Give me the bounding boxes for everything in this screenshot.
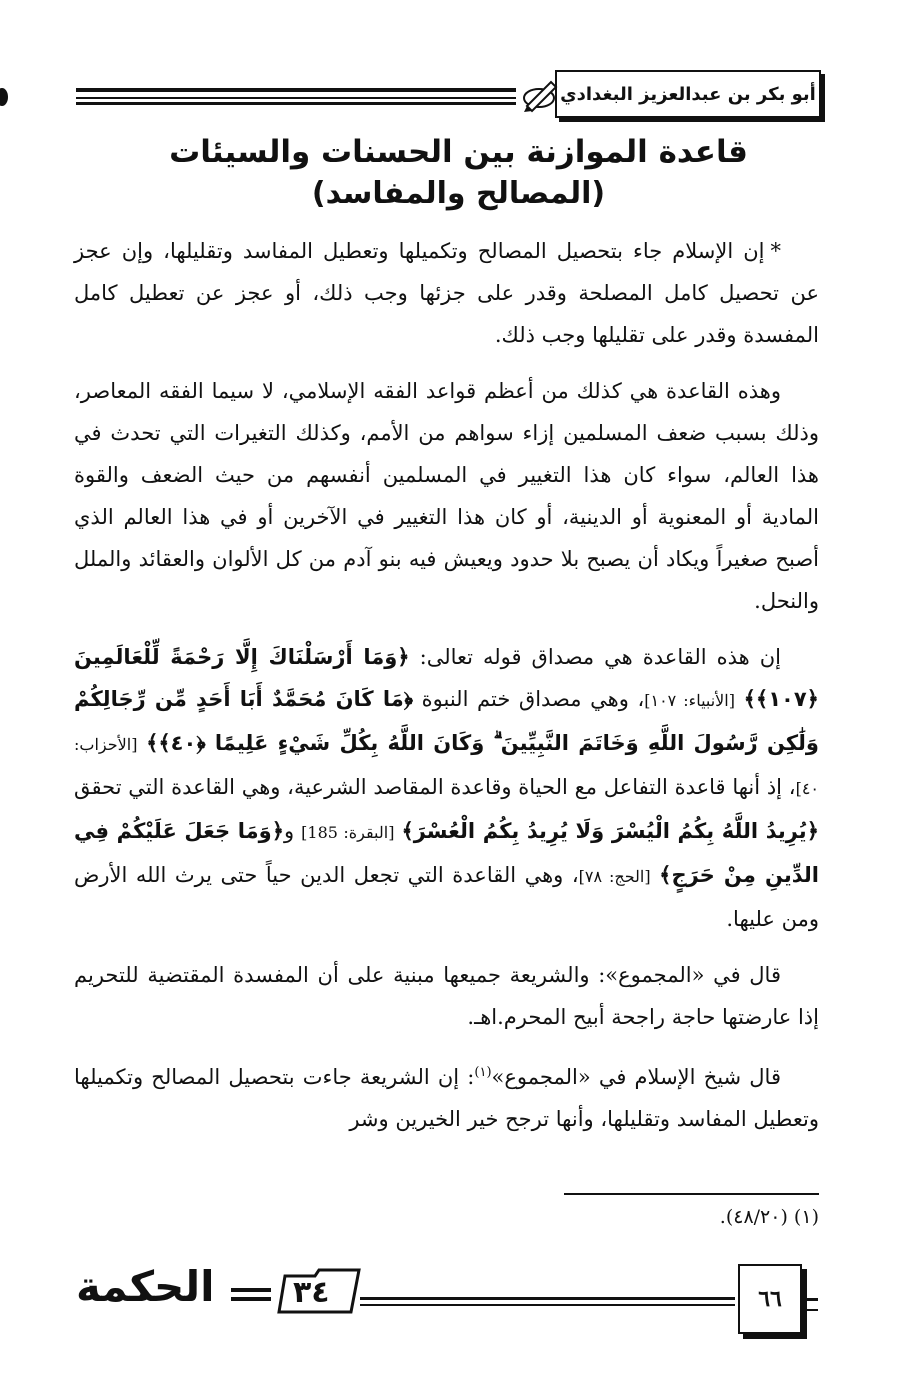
p3-text-4: و <box>284 819 302 843</box>
footnote-divider <box>564 1193 819 1195</box>
p3-text-5: ، وهي القاعدة التي تجعل الدين حياً حتى يرث الله الأرض ومن عليها. <box>74 863 819 931</box>
paragraph-2: وهذه القاعدة هي كذلك من أعظم قواعد الفقه الإسلامي، لا سيما الفقه المعاصر، وذلك بسبب ضعف المسلمين إزاء سواهم من الأمم، وكذلك التغيرات التي تحدث في هذا العالم، سواء كان هذا التغيير في المسلمين أنفسهم من حيث الضعف والقوة المادية أو المعنوية أو الدينية، أو كان هذا التغيير في الآخرين أو في هذا العالم الذي أصبح صغيراً ويكاد أن يصبح بلا حدود ويعيش فيه بنو آدم من كل الألوان والعقائد والملل والنحل. <box>74 379 819 613</box>
quran-verse-4: ﴿وَمَا جَعَلَ عَلَيْكُمْ فِي الدِّينِ مِنْ حَرَجٍ﴾ <box>74 819 819 887</box>
verse-ref-1: [الأنبياء: ١٠٧] <box>644 691 735 710</box>
author-name: أبو بكر بن عبدالعزيز البغدادي <box>555 70 821 118</box>
header-rule <box>76 88 516 104</box>
bullet-star: * <box>770 239 781 263</box>
p3-text-1: إن هذه القاعدة هي مصداق قوله تعالى: <box>409 645 781 669</box>
paragraph-1-text: إن الإسلام جاء بتحصيل المصالح وتكميلها وتعطيل المفاسد وتقليلها، وإن عجز عن تحصيل كامل المصلحة وقدر على جزئها وجب ذلك، أو عجز عن تعطيل كامل المفسدة وقدر على تقليلها وجب ذلك. <box>74 239 819 347</box>
quran-verse-1: ﴿وَمَا أَرْسَلْنَاكَ إِلَّا رَحْمَةً لِّلْعَالَمِينَ ﴿١٠٧﴾﴾ <box>74 645 819 711</box>
page-number: ٦٦ <box>738 1264 802 1334</box>
p5-text-2: : إن الشريعة جاءت بتحصيل المصالح وتكميلها وتعطيل المفاسد وتقليلها، وأنها ترجح خير الخيرين وشر <box>74 1065 819 1131</box>
verse-ref-2: [الأحزاب: ٤٠] <box>74 735 819 798</box>
verse-ref-3: [البقرة: 185] <box>301 823 395 842</box>
p3-text-3: ، إذ أنها قاعدة التفاعل مع الحياة وقاعدة المقاصد الشرعية، وهي القاعدة التي تحقق <box>74 775 796 799</box>
paragraph-3 <box>74 636 819 940</box>
verse-ref-4: [الحج: ٧٨] <box>578 867 651 886</box>
quran-verse-2: ﴿مَا كَانَ مُحَمَّدٌ أَبَا أَحَدٍ مِّن رِّجَالِكُمْ وَلَٰكِن رَّسُولَ اللَّهِ وَخَاتَمَ النَّبِيِّينَ ۗ وَكَانَ اللَّهُ بِكُلِّ شَيْءٍ عَلِيمًا ﴿٤٠﴾﴾ <box>74 687 819 755</box>
issue-folder-icon <box>275 1266 365 1316</box>
page-edge-mark <box>0 88 8 106</box>
paragraph-1 <box>74 230 819 356</box>
footnote: (١) (٤٨/٢٠). <box>719 1206 819 1228</box>
logo-separator <box>231 1288 271 1302</box>
section-subtitle: (المصالح والمفاسد) <box>311 176 606 211</box>
paragraph-5 <box>74 1052 819 1140</box>
p3-text-2: ، وهي مصداق ختم النبوة <box>413 687 645 711</box>
footnote-reference[interactable]: (١) <box>474 1065 492 1080</box>
section-title: قاعدة الموازنة بين الحسنات والسيئات <box>169 134 748 170</box>
page-number-tab <box>800 1298 818 1311</box>
issue-number: ٣٤ <box>293 1275 330 1310</box>
quran-verse-3: ﴿يُرِيدُ اللَّهُ بِكُمُ الْيُسْرَ وَلَا يُرِيدُ بِكُمُ الْعُسْرَ﴾ <box>401 819 820 843</box>
p5-text-1: قال شيخ الإسلام في «المجموع» <box>491 1065 781 1089</box>
magazine-logo: الحكمة <box>76 1262 215 1311</box>
running-header <box>76 70 821 120</box>
paragraph-4: قال في «المجموع»: والشريعة جميعها مبنية على أن المفسدة المقتضية للتحريم إذا عارضتها حاجة راجحة أبيح المحرم.اهـ. <box>74 963 819 1029</box>
body-text <box>74 230 819 1154</box>
